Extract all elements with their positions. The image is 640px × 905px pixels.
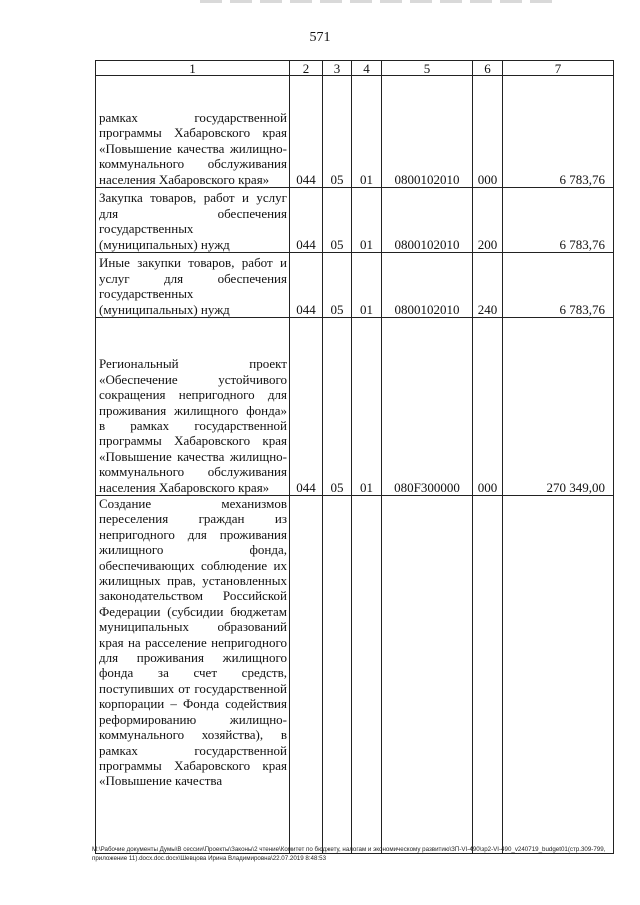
- cell-amount: 270 349,00: [503, 318, 614, 496]
- cell-target-article: [382, 496, 473, 854]
- cell-section: 05: [323, 253, 352, 318]
- cell-section: [323, 496, 352, 854]
- col-header-3: 3: [323, 61, 352, 76]
- cell-admin-code: 044: [290, 76, 323, 188]
- cell-expense-type: [473, 496, 503, 854]
- header-scan-noise: [200, 0, 560, 3]
- cell-expense-type: 240: [473, 253, 503, 318]
- cell-subsection: [352, 496, 382, 854]
- cell-section: 05: [323, 188, 352, 253]
- table-row: [96, 253, 614, 318]
- cell-target-article: 0800102010: [382, 188, 473, 253]
- cell-amount: 6 783,76: [503, 188, 614, 253]
- cell-section: 05: [323, 318, 352, 496]
- cell-target-article: 0800102010: [382, 253, 473, 318]
- table-row: [96, 76, 614, 188]
- col-header-1: 1: [96, 61, 290, 76]
- cell-amount: [503, 496, 614, 854]
- row-description: Региональный проект «Обеспечение устойчивого сокращения непригодного для проживания жилищного фонда» в рамках государственной программы Хабаровского края «Повышение качества жилищно-коммунального обслуживания населения Хабаровского края»: [96, 318, 290, 496]
- cell-target-article: 080F300000: [382, 318, 473, 496]
- col-header-6: 6: [473, 61, 503, 76]
- header-row: [96, 61, 614, 76]
- row-description: Закупка товаров, работ и услуг для обеспечения государственных (муниципальных) нужд: [96, 188, 290, 253]
- cell-subsection: 01: [352, 318, 382, 496]
- cell-amount: 6 783,76: [503, 253, 614, 318]
- table-row: [96, 318, 614, 496]
- cell-admin-code: 044: [290, 188, 323, 253]
- col-header-7: 7: [503, 61, 614, 76]
- cell-admin-code: 044: [290, 318, 323, 496]
- cell-admin-code: [290, 496, 323, 854]
- cell-amount: 6 783,76: [503, 76, 614, 188]
- cell-admin-code: 044: [290, 253, 323, 318]
- cell-expense-type: 000: [473, 76, 503, 188]
- cell-subsection: 01: [352, 76, 382, 188]
- page-number: 571: [309, 30, 331, 45]
- cell-target-article: 0800102010: [382, 76, 473, 188]
- row-description: рамках государственной программы Хабаровского края «Повышение качества жилищно-коммунального обслуживания населения Хабаровского края»: [96, 76, 290, 188]
- col-header-5: 5: [382, 61, 473, 76]
- table-row: [96, 188, 614, 253]
- budget-table: [95, 60, 614, 854]
- cell-subsection: 01: [352, 253, 382, 318]
- col-header-4: 4: [352, 61, 382, 76]
- cell-subsection: 01: [352, 188, 382, 253]
- cell-expense-type: 000: [473, 318, 503, 496]
- row-description: Иные закупки товаров, работ и услуг для обеспечения государственных (муниципальных) нужд: [96, 253, 290, 318]
- row-description: Создание механизмов переселения граждан из непригодного для проживания жилищного фонда, обеспечивающих соблюдение их жилищных прав, установленных законодательством Российской Федерации (субсидии бюджетам муниципальных образований края на расселение непригодного для проживания жилищного фонда за счет средств, поступивших от государственной корпорации – Фонда содействия реформированию жилищно-коммунального хозяйства), в рамках государственной программы Хабаровского края «Повышение качества: [96, 496, 290, 854]
- cell-section: 05: [323, 76, 352, 188]
- file-path-footer: M:\Рабочие документы Думы\В сессии\Проекты\Законы\2 чтение\Комитет по бюджету, налогам и экономическому развитию\ЗП-VI-490\зр2-VI-490_v240719_budget01(стр.309-799, приложение 11).docx.doc.docx\Шевцова Ирина Владимировна\22.07.2019 8:48:53: [92, 846, 606, 862]
- col-header-2: 2: [290, 61, 323, 76]
- table-row: [96, 496, 614, 854]
- cell-expense-type: 200: [473, 188, 503, 253]
